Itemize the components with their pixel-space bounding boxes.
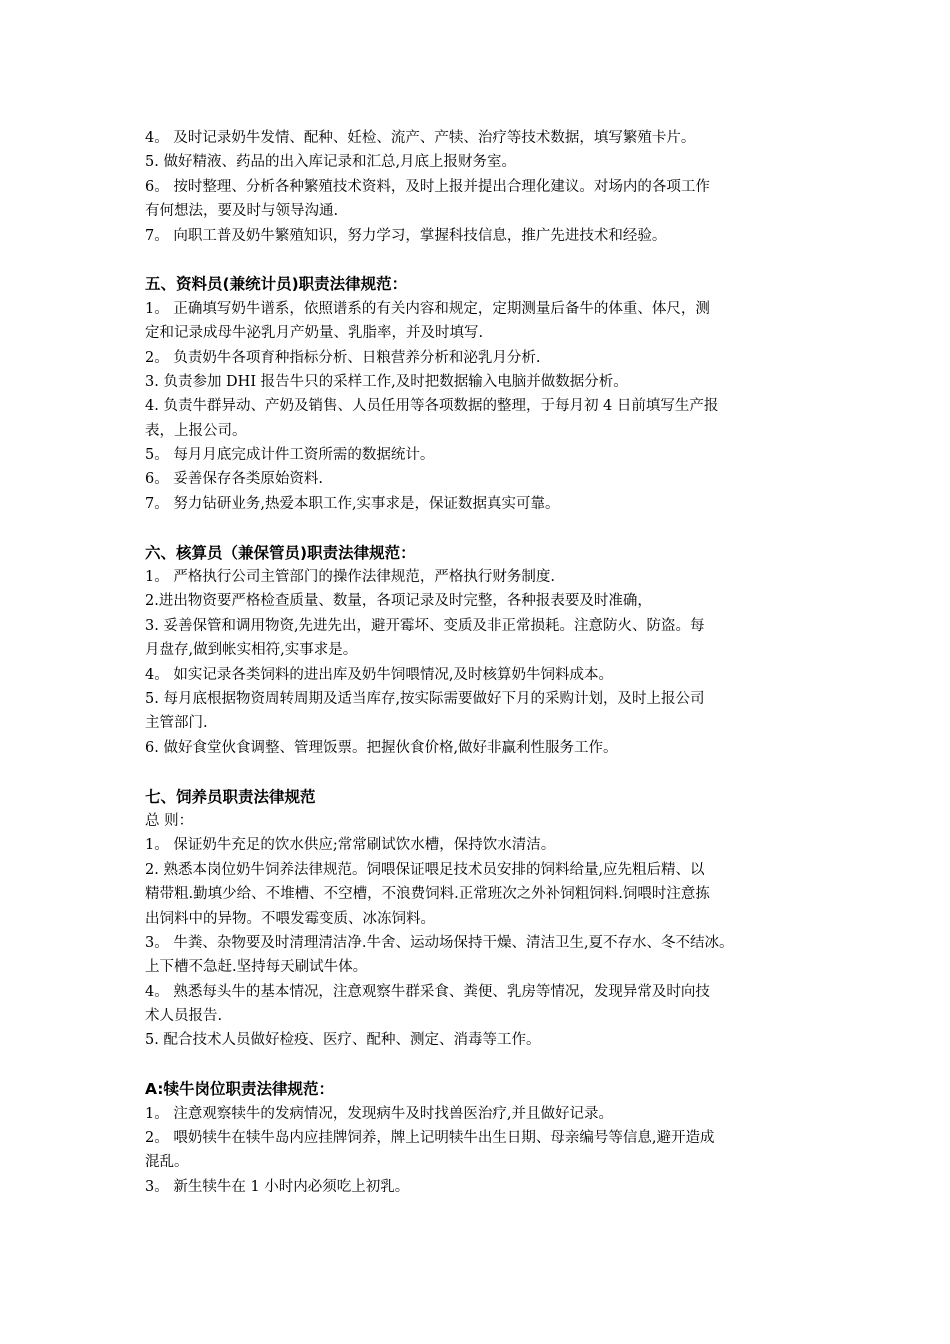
section-heading: 七、饲养员职责法律规范 (145, 787, 316, 806)
text-line: 定和记录成母牛泌乳月产奶量、乳脂率，并及时填写. (145, 325, 484, 342)
text-line: 术人员报告. (145, 1008, 223, 1025)
text-line: 7。 向职工普及奶牛繁殖知识，努力学习，掌握科技信息，推广先进技术和经验。 (145, 227, 667, 244)
text-line: 4。 熟悉每头牛的基本情况，注意观察牛群采食、粪便、乳房等情况，发现异常及时向技 (145, 983, 710, 1000)
text-line: 5. 做好精液、药品的出入库记录和汇总,月底上报财务室。 (145, 154, 517, 171)
text-line: 1。 保证奶牛充足的饮水供应;常常刷试饮水槽，保持饮水清洁。 (145, 837, 556, 854)
text-line: 6。 按时整理、分析各种繁殖技术资料，及时上报并提出合理化建议。对场内的各项工作 (145, 178, 710, 195)
text-line: 1。 正确填写奶牛谱系，依照谱系的有关内容和规定，定期测量后备牛的体重、体尺，测 (145, 300, 710, 317)
text-line: 上下槽不急赶.坚持每天刷试牛体。 (145, 959, 368, 976)
text-line: 2.进出物资要严格检查质量、数量，各项记录及时完整，各种报表要及时准确， (145, 593, 652, 610)
text-line: 1。 严格执行公司主管部门的操作法律规范，严格执行财务制度. (145, 569, 555, 586)
text-line: 3。 牛粪、杂物要及时清理清洁净.牛舍、运动场保持干燥、清洁卫生,夏不存水、冬不结冰。 (145, 934, 734, 951)
section-heading: 六、核算员（兼保管员)职责法律规范： (145, 543, 416, 562)
text-line: 总 则： (145, 812, 194, 829)
text-line: 2. 熟悉本岗位奶牛饲养法律规范。饲喂保证喂足技术员安排的饲料给量,应先粗后精、以 (145, 861, 705, 878)
text-line: 混乱。 (145, 1154, 189, 1171)
text-line: 5. 每月底根据物资周转周期及适当库存,按实际需要做好下月的采购计划，及时上报公司 (145, 690, 705, 707)
section-heading: A:犊牛岗位职责法律规范： (145, 1080, 334, 1099)
text-line: 精带粗.勤填少给、不堆槽、不空槽，不浪费饲料.正常班次之外补饲粗饲料.饲喂时注意拣 (145, 886, 710, 903)
document-body (145, 126, 825, 1199)
text-line: 6。 妥善保存各类原始资料. (145, 471, 323, 488)
text-line: 主管部门. (145, 715, 208, 732)
text-line: 出饲料中的异物。不喂发霉变质、冰冻饲料。 (145, 910, 435, 927)
text-line: 2。 负责奶牛各项育种指标分析、日粮营养分析和泌乳月分析. (145, 349, 541, 366)
paragraph-gap (145, 760, 825, 784)
text-line: 3。 新生犊牛在 1 小时内必须吃上初乳。 (145, 1178, 410, 1195)
paragraph-gap (145, 516, 825, 540)
text-line: 有何想法，要及时与领导沟通. (145, 203, 339, 220)
text-line: 5。 每月月底完成计件工资所需的数据统计。 (145, 447, 435, 464)
text-line: 2。 喂奶犊牛在犊牛岛内应挂牌饲养，牌上记明犊牛出生日期、母亲编号等信息,避开造成 (145, 1130, 715, 1147)
text-line: 月盘存,做到帐实相符,实事求是。 (145, 642, 358, 659)
text-line: 4。 及时记录奶牛发情、配种、妊检、流产、产犊、治疗等技术数据，填写繁殖卡片。 (145, 130, 696, 146)
text-line: 7。 努力钻研业务,热爱本职工作,实事求是，保证数据真实可靠。 (145, 495, 560, 512)
text-line: 4. 负责牛群异动、产奶及销售、人员任用等各项数据的整理，于每月初 4 日前填写生产报 (145, 398, 719, 415)
text-line: 5. 配合技术人员做好检疫、医疗、配种、测定、消毒等工作。 (145, 1032, 541, 1049)
section-heading: 五、资料员(兼统计员)职责法律规范： (145, 275, 408, 294)
text-line: 3. 妥善保管和调用物资,先进先出，避开霉坏、变质及非正常损耗。注意防火、防盗。每 (145, 617, 705, 634)
text-line: 4。 如实记录各类饲料的进出库及奶牛饲喂情况,及时核算奶牛饲料成本。 (145, 666, 613, 683)
text-line: 表，上报公司。 (145, 422, 247, 439)
text-line: 3. 负责参加 DHI 报告牛只的采样工作,及时把数据输入电脑并做数据分析。 (145, 373, 628, 390)
paragraph-gap (145, 1053, 825, 1077)
paragraph-gap (145, 248, 825, 272)
text-line: 1。 注意观察犊牛的发病情况，发现病牛及时找兽医治疗,并且做好记录。 (145, 1105, 613, 1122)
text-line: 6. 做好食堂伙食调整、管理饭票。把握伙食价格,做好非赢利性服务工作。 (145, 739, 618, 756)
